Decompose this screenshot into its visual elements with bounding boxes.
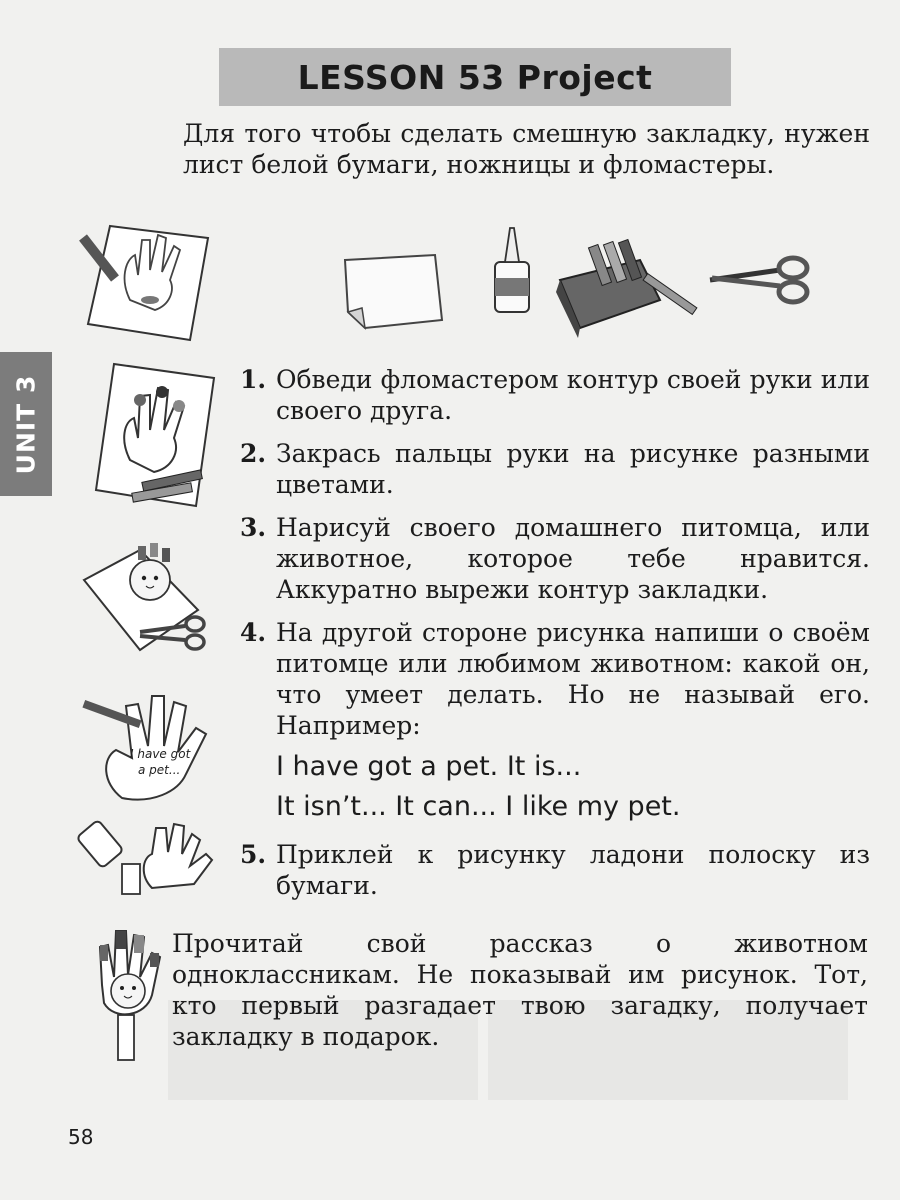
hand-with-note-illustration: [82, 688, 222, 808]
step-number: 3.: [240, 513, 267, 542]
step-text: Приклей к рисунку ладони полоску из бумаги.: [276, 840, 870, 900]
coloring-hand-illustration: [92, 360, 222, 510]
cat-bookmark-cutting-illustration: [80, 540, 220, 670]
page-number: 58: [68, 1125, 94, 1149]
outro-text: Прочитай свой рассказ о животном одноклассникам. Не показывай им рисунок. Тот, кто первый разгадает твою загадку, получает закладку в подарок.: [172, 929, 868, 1051]
lesson-title-bar: [219, 48, 731, 106]
markers-box-icon: [556, 239, 697, 338]
step-text: На другой стороне рисунка напиши о своём питомце или любимом животном: какой он, что умеет делать. Но не называй его. Например:: [276, 618, 870, 740]
unit-tab: [0, 352, 52, 496]
lesson-title: LESSON 53 Project: [297, 57, 653, 97]
step-item: [240, 512, 870, 605]
example-sentences: [276, 747, 870, 827]
step-item: [240, 839, 870, 901]
unit-label: UNIT 3: [11, 374, 41, 474]
step-text: Обведи фломастером контур своей руки или своего друга.: [276, 365, 870, 425]
step-item: [240, 617, 870, 827]
step-number: 2.: [240, 439, 267, 468]
hand-note-line-1: I have got: [130, 747, 191, 761]
intro-text: Для того чтобы сделать смешную закладку, нужен лист белой бумаги, ножницы и фломастеры.: [183, 119, 870, 179]
step-text: Закрась пальцы руки на рисунке разными цветами.: [276, 439, 870, 499]
step-number: 1.: [240, 365, 267, 394]
hand-outline-paper-icon: [79, 226, 208, 340]
glue-strip-illustration: [82, 818, 222, 898]
instruction-steps: [240, 364, 870, 913]
paper-sheet-icon: [345, 255, 442, 328]
hand-note-line-2: a pet...: [138, 763, 181, 777]
cat-bookmark-icon: [96, 925, 166, 1065]
materials-illustration: [80, 220, 900, 350]
step-number: 4.: [240, 618, 267, 647]
example-line-2: It isn’t... It can... I like my pet.: [276, 791, 681, 822]
step-item: [240, 364, 870, 426]
step-item: [240, 438, 870, 500]
step-number: 5.: [240, 840, 267, 869]
step-text: Нарисуй своего домашнего питомца, или животное, которое тебе нравится. Аккуратно вырежи контур закладки.: [276, 513, 870, 604]
step-body: [276, 617, 870, 827]
example-line-1: I have got a pet. It is...: [276, 751, 582, 782]
glue-bottle-icon: [495, 228, 529, 312]
scissors-icon: [710, 258, 807, 302]
